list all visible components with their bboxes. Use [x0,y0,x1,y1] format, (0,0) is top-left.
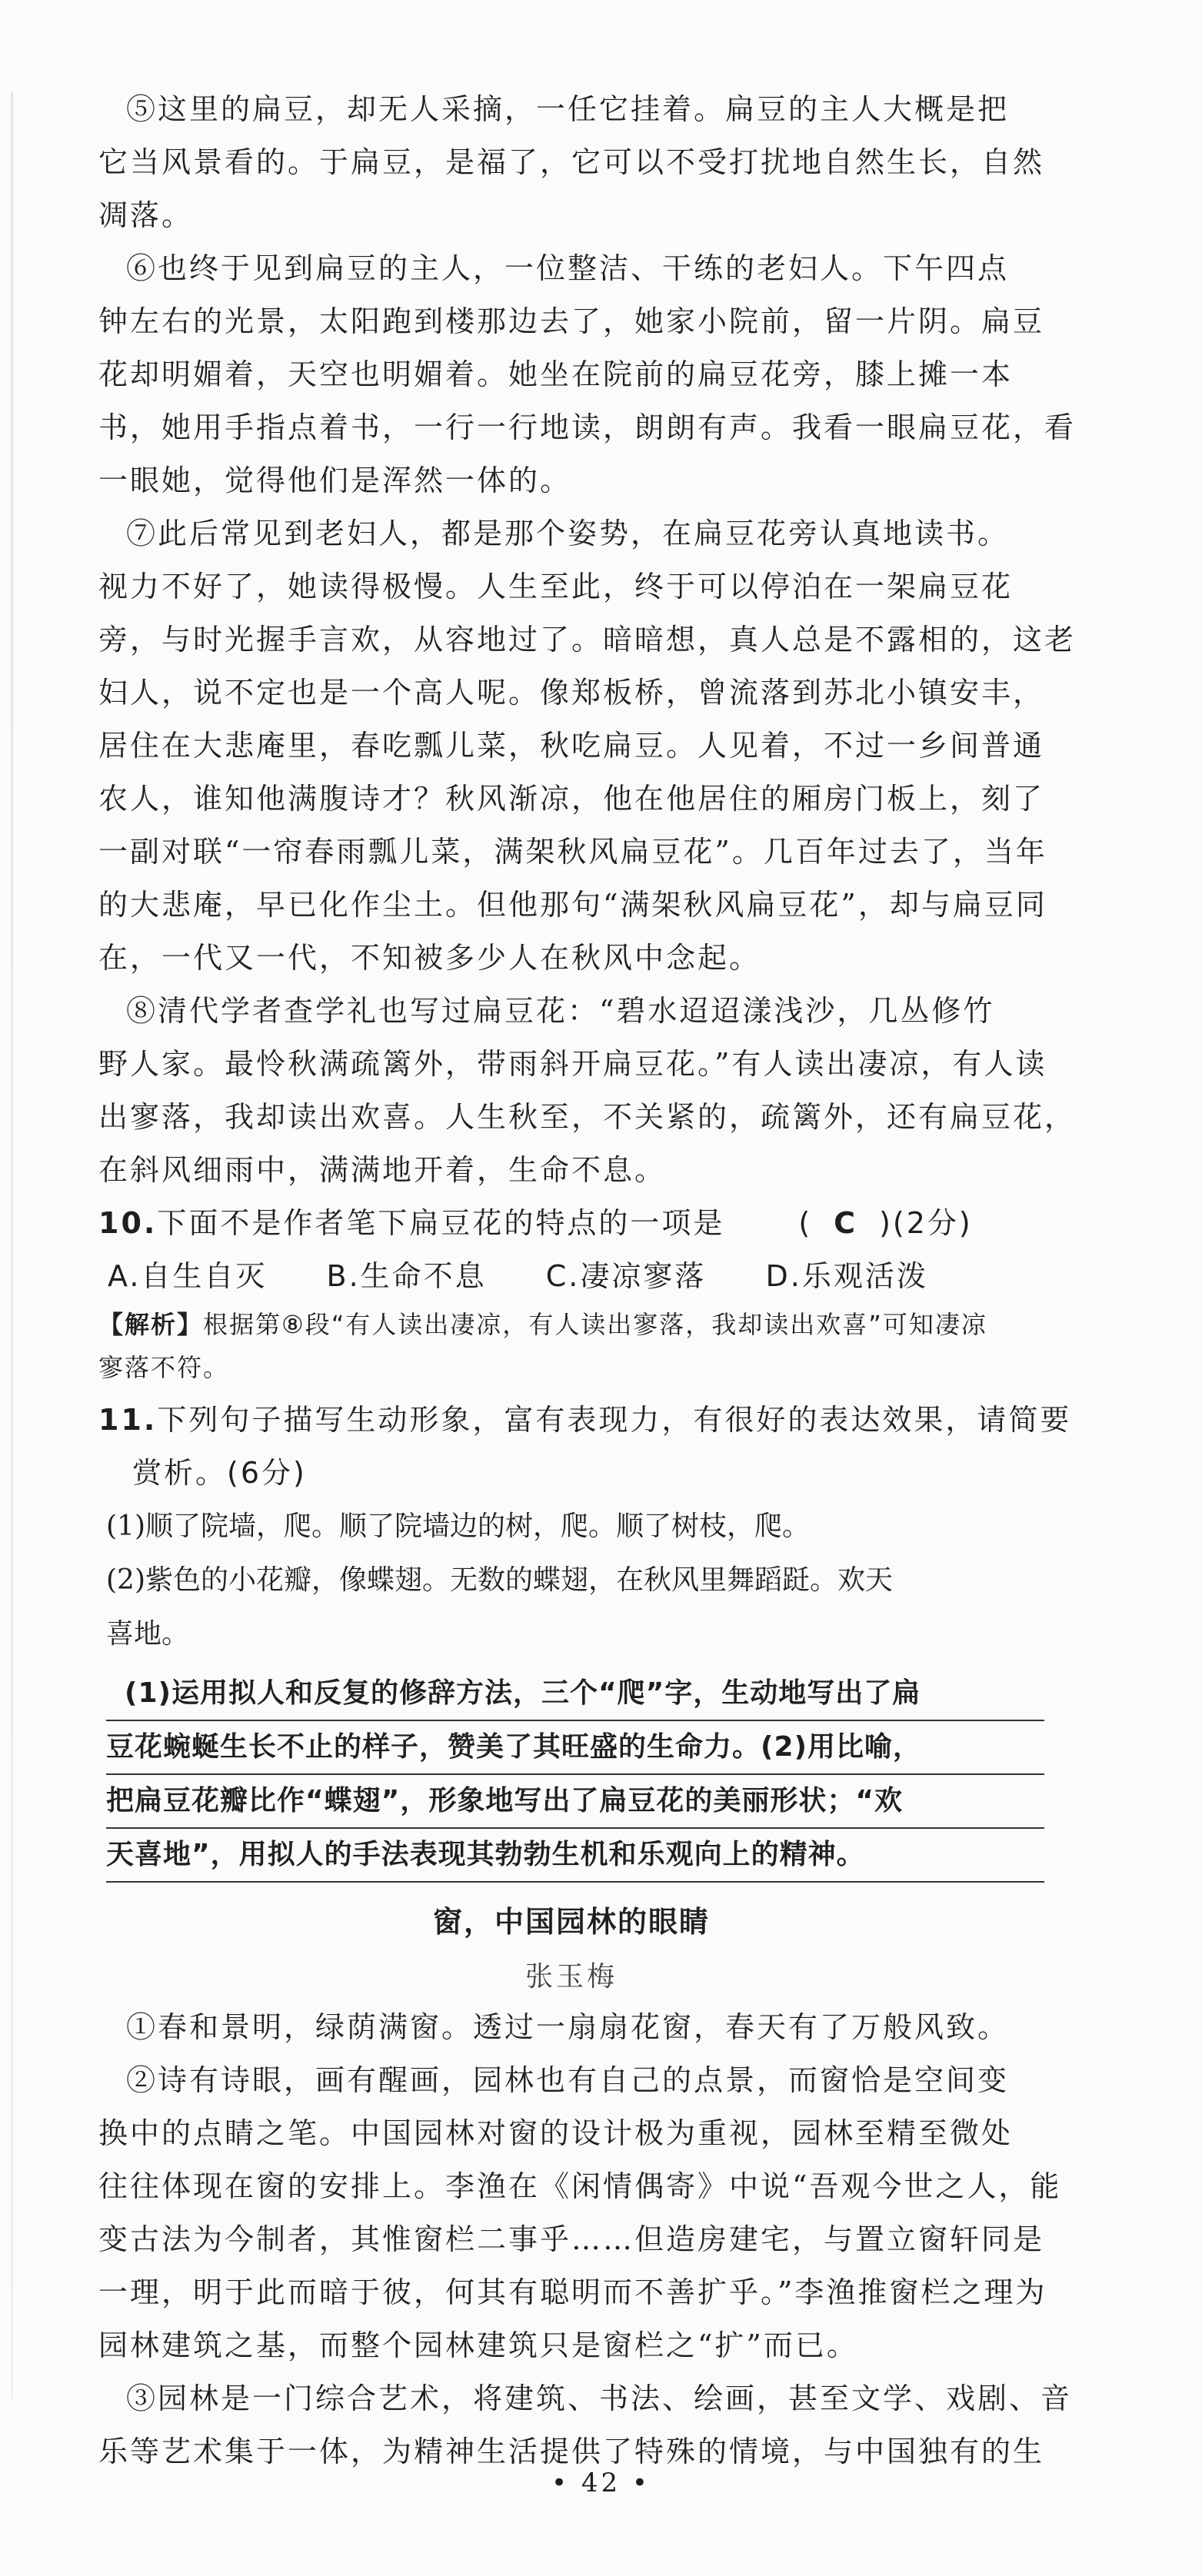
question-11 [98,1394,1072,1883]
margin-line [11,92,13,2398]
article-author: 张玉梅 [524,1961,618,1993]
text-line: 居住在大悲庵里，春吃瓢儿菜，秋吃扁豆。人见着，不过一乡间普通 [98,729,1045,763]
paragraph-7 [98,507,1077,985]
paren-close-score: )(2分) [879,1206,973,1240]
text-line: 在斜风细雨中，满满地开着，生命不息。 [98,1153,667,1187]
question-number: 11. [98,1403,158,1437]
answer-line: 把扁豆花瓣比作“蝶翅”，形象地写出了扁豆花的美丽形状；“欢 [106,1775,1044,1829]
question-text: 下面不是作者笔下扁豆花的特点的一项是 [157,1206,725,1240]
text-line: ②诗有诗眼，画有醒画，园林也有自己的点景，而窗恰是空间变 [126,2063,1010,2097]
paragraph-6 [98,242,1077,507]
text-line: 花却明媚着，天空也明媚着。她坐在院前的扁豆花旁，膝上摊一本 [98,357,1014,391]
paragraph-3 [98,2372,1073,2478]
answer-line: (1)运用拟人和反复的修辞方法，三个“爬”字，生动地写出了扁 [106,1667,1044,1721]
sentence-2: (2)紫色的小花瓣，像蝶翅。无数的蝶翅，在秋风里舞蹈跹。欢天 [106,1564,893,1596]
text-line: 园林建筑之基，而整个园林建筑只是窗栏之“扩”而已。 [98,2328,858,2362]
text-line: 一副对联“一帘春雨瓢儿菜，满架秋风扁豆花”。几百年过去了，当年 [98,835,1047,869]
option-d: D.乐观活泼 [765,1259,928,1293]
text-line: 凋落。 [98,198,194,232]
text-line: 旁，与时光握手言欢，从容地过了。暗暗想，真人总是不露相的，这老 [98,623,1077,656]
paragraph-1 [98,2001,1044,2054]
option-a: A.自生自灭 [108,1259,268,1293]
text-line: 它当风景看的。于扁豆，是福了，它可以不受打扰地自然生长，自然 [98,145,1045,179]
option-b: B.生命不息 [326,1259,487,1293]
page-number: • 42 • [551,2468,651,2498]
text-line: ①春和景明，绿荫满窗。透过一扇扇花窗，春天有了万般风致。 [126,2010,1010,2044]
question-10 [98,1197,1044,1389]
text-line: 视力不好了，她读得极慢。人生至此，终于可以停泊在一架扁豆花 [98,570,1014,603]
answer-block [98,1667,1044,1883]
text-line: 一理，明于此而暗于彼，何其有聪明而不善扩乎。”李渔推窗栏之理为 [98,2275,1047,2309]
answer-line: 天喜地”，用拟人的手法表现其勃勃生机和乐观向上的精神。 [106,1829,1044,1883]
question-text: 赏析。(6分) [132,1456,307,1490]
question-text: 下列句子描写生动形象，富有表现力，有很好的表达效果，请简要 [157,1403,1072,1437]
article-title: 窗，中国园林的眼睛 [432,1905,710,1939]
analysis-tag: 【解析】 [98,1310,204,1339]
text-line: ⑥也终于见到扁豆的主人，一位整洁、干练的老妇人。下午四点 [126,251,1010,285]
paren-open: ( [798,1206,813,1240]
text-line: 在，一代又一代，不知被多少人在秋风中念起。 [98,941,761,975]
text-line: 往往体现在窗的安排上。李渔在《闲情偶寄》中说“吾观今世之人，能 [98,2169,1062,2203]
text-line: 变古法为今制者，其惟窗栏二事乎……但造房建宅，与置立窗轩同是 [98,2222,1045,2256]
text-line: 农人，谁知他满腹诗才？秋风渐凉，他在他居住的厢房门板上，刻了 [98,782,1045,816]
text-line: ⑧清代学者查学礼也写过扁豆花：“碧水迢迢漾浅沙，几丛修竹 [126,994,995,1028]
analysis-text: 根据第⑧段“有人读出凄凉，有人读出寥落，我却读出欢喜”可知凄凉 [203,1310,987,1339]
sentence-2: 喜地。 [106,1618,190,1650]
text-line: 出寥落，我却读出欢喜。人生秋至，不关紧的，疏篱外，还有扁豆花， [98,1100,1077,1134]
options-row [98,1250,1044,1303]
text-line: 书，她用手指点着书，一行一行地读，朗朗有声。我看一眼扁豆花，看 [98,410,1077,444]
text-line: ③园林是一门综合艺术，将建筑、书法、绘画，甚至文学、戏剧、音 [126,2382,1073,2415]
paragraph-5 [98,83,1044,242]
question-11-stem [98,1394,1072,1447]
sentence-1: (1)顺了院墙，爬。顺了院墙边的树，爬。顺了树枝，爬。 [106,1511,810,1542]
question-10-stem [98,1197,1044,1250]
answer-choice: C [834,1206,858,1240]
text-line: ⑦此后常见到老妇人，都是那个姿势，在扁豆花旁认真地读书。 [126,517,1010,550]
text-line: 的大悲庵，早已化作尘土。但他那句“满架秋风扁豆花”，却与扁豆同 [98,888,1047,922]
text-line: 乐等艺术集于一体，为精神生活提供了特殊的情境，与中国独有的生 [98,2435,1045,2468]
text-line: 一眼她，觉得他们是浑然一体的。 [98,464,572,497]
answer-line: 豆花蜿蜒生长不止的样子，赞美了其旺盛的生命力。(2)用比喻， [106,1721,1044,1775]
analysis-line [98,1303,1044,1346]
text-line: 野人家。最怜秋满疏篱外，带雨斜开扁豆花。”有人读出凄凉，有人读 [98,1047,1047,1081]
analysis-line: 寥落不符。 [98,1353,230,1382]
paragraph-2 [98,2054,1062,2372]
question-number: 10. [98,1206,158,1240]
text-line: ⑤这里的扁豆，却无人采摘，一任它挂着。扁豆的主人大概是把 [126,92,1010,126]
text-line: 钟左右的光景，太阳跑到楼那边去了，她家小院前，留一片阴。扁豆 [98,304,1045,338]
text-line: 妇人，说不定也是一个高人呢。像郑板桥，曾流落到苏北小镇安丰， [98,676,1045,710]
text-line: 换中的点睛之笔。中国园林对窗的设计极为重视，园林至精至微处 [98,2116,1014,2150]
option-c: C.凄凉寥落 [545,1259,707,1293]
paragraph-8 [98,985,1077,1197]
content [98,83,1077,2478]
